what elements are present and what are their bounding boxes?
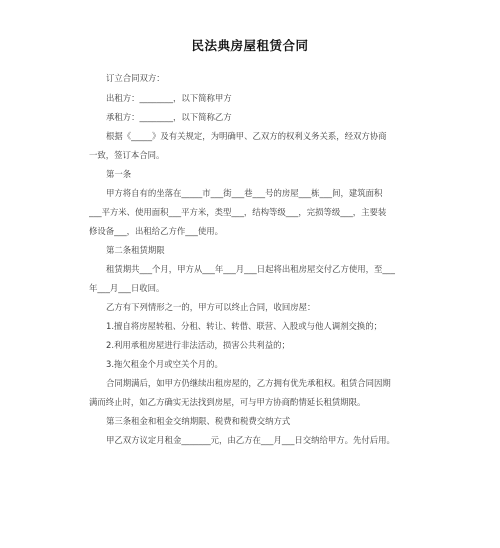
paragraph-line: 租赁期共___个月，甲方从___年___月___日起将出租房屋交付乙方使用，至___ xyxy=(106,264,395,274)
paragraph-line: 合同期满后，如甲方仍继续出租房屋的，乙方拥有优先承租权。租赁合同因期 xyxy=(106,378,391,388)
paragraph-line: 满而终止时，如乙方确实无法找到房屋，可与甲方协商酌情延长租赁期限。 xyxy=(89,397,366,407)
section-heading: 第三条租金和租金交纳期限、税费和税费交纳方式 xyxy=(106,416,291,426)
list-item: 2.利用承租房屋进行非法活动，损害公共利益的； xyxy=(106,340,290,350)
paragraph-line: 甲方将自有的坐落在_____市___街___巷___号的房屋___栋___间，建筑面积 xyxy=(106,188,383,198)
paragraph-line: 订立合同双方： xyxy=(106,73,165,83)
paragraph-line: 承租方：________，以下简称乙方 xyxy=(106,112,232,122)
list-item: 3.拖欠租金个月或空关个月的。 xyxy=(106,359,223,369)
paragraph-line: 乙方有下列情形之一的，甲方可以终止合同，收回房屋： xyxy=(106,302,316,312)
section-heading: 第一条 xyxy=(106,169,132,179)
section-heading: 第二条租赁期限 xyxy=(106,245,165,255)
document-title: 民法典房屋租赁合同 xyxy=(191,38,309,53)
paragraph-line: 年___月___日收回。 xyxy=(89,283,165,293)
paragraph-line: 出租方：________，以下简称甲方 xyxy=(106,93,232,103)
paragraph-line: 一致，签订本合同。 xyxy=(89,150,165,160)
paragraph-line: 甲乙双方议定月租金_______元，由乙方在___月___日交纳给甲方。先付后用。 xyxy=(106,435,395,445)
paragraph-line: 修设备___，出租给乙方作___使用。 xyxy=(89,226,223,236)
list-item: 1.擅自将房屋转租、分租、转让、转借、联营、入股或与他人调剂交换的； xyxy=(106,321,382,331)
paragraph-line: 根据《_____》及有关规定，为明确甲、乙双方的权利义务关系，经双方协商 xyxy=(106,131,387,141)
paragraph-line: ___平方米、使用面积___平方米，类型___，结构等级___，完损等级___，主要装 xyxy=(89,207,387,217)
